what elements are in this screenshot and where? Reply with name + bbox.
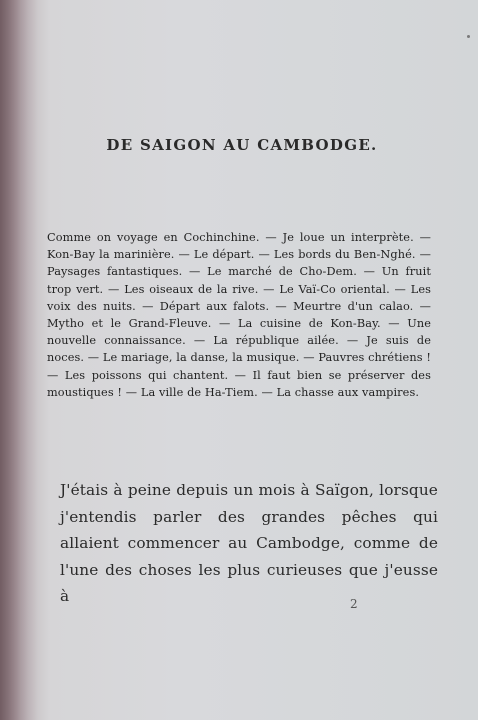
chapter-summary: [47, 229, 431, 401]
chapter-summary-text: Comme on voyage en Cochinchine. — Je loue un interprète. — Kon-Bay la marinière. — Le départ. — Les bords du Ben-Nghé. — Paysages fantastiques. — Le marché de Cho-Dem. — Un fruit trop vert. — Les oiseaux de la rive. — Le Vaï-Co oriental. — Les voix des nuits. — Départ aux falots. — Meurtre d'un calao. — Mytho et le Grand-Fleuve. — La cuisine de Kon-Bay. — Une nouvelle connaissance. — La république ailée. — Je suis de noces. — Le mariage, la danse, la musique. — Pauvres chrétiens ! — Les poissons qui chantent. — Il faut bien se préserver des moustiques ! — La ville de Ha-Tiem. — La chasse aux vampires.: [47, 231, 431, 399]
book-page: [22, 0, 478, 720]
chapter-title: DE SAIGON AU CAMBODGE.: [106, 136, 378, 154]
chapter-body: [60, 477, 438, 610]
paper-speck: [467, 35, 470, 38]
page-marker: 2: [350, 597, 358, 611]
chapter-body-paragraph: J'étais à peine depuis un mois à Saïgon, lorsque j'entendis parler des grandes pêches qui allaient commencer au Cambodge, comme de l'une des choses les plus curieuses que j'eusse à: [60, 481, 438, 605]
